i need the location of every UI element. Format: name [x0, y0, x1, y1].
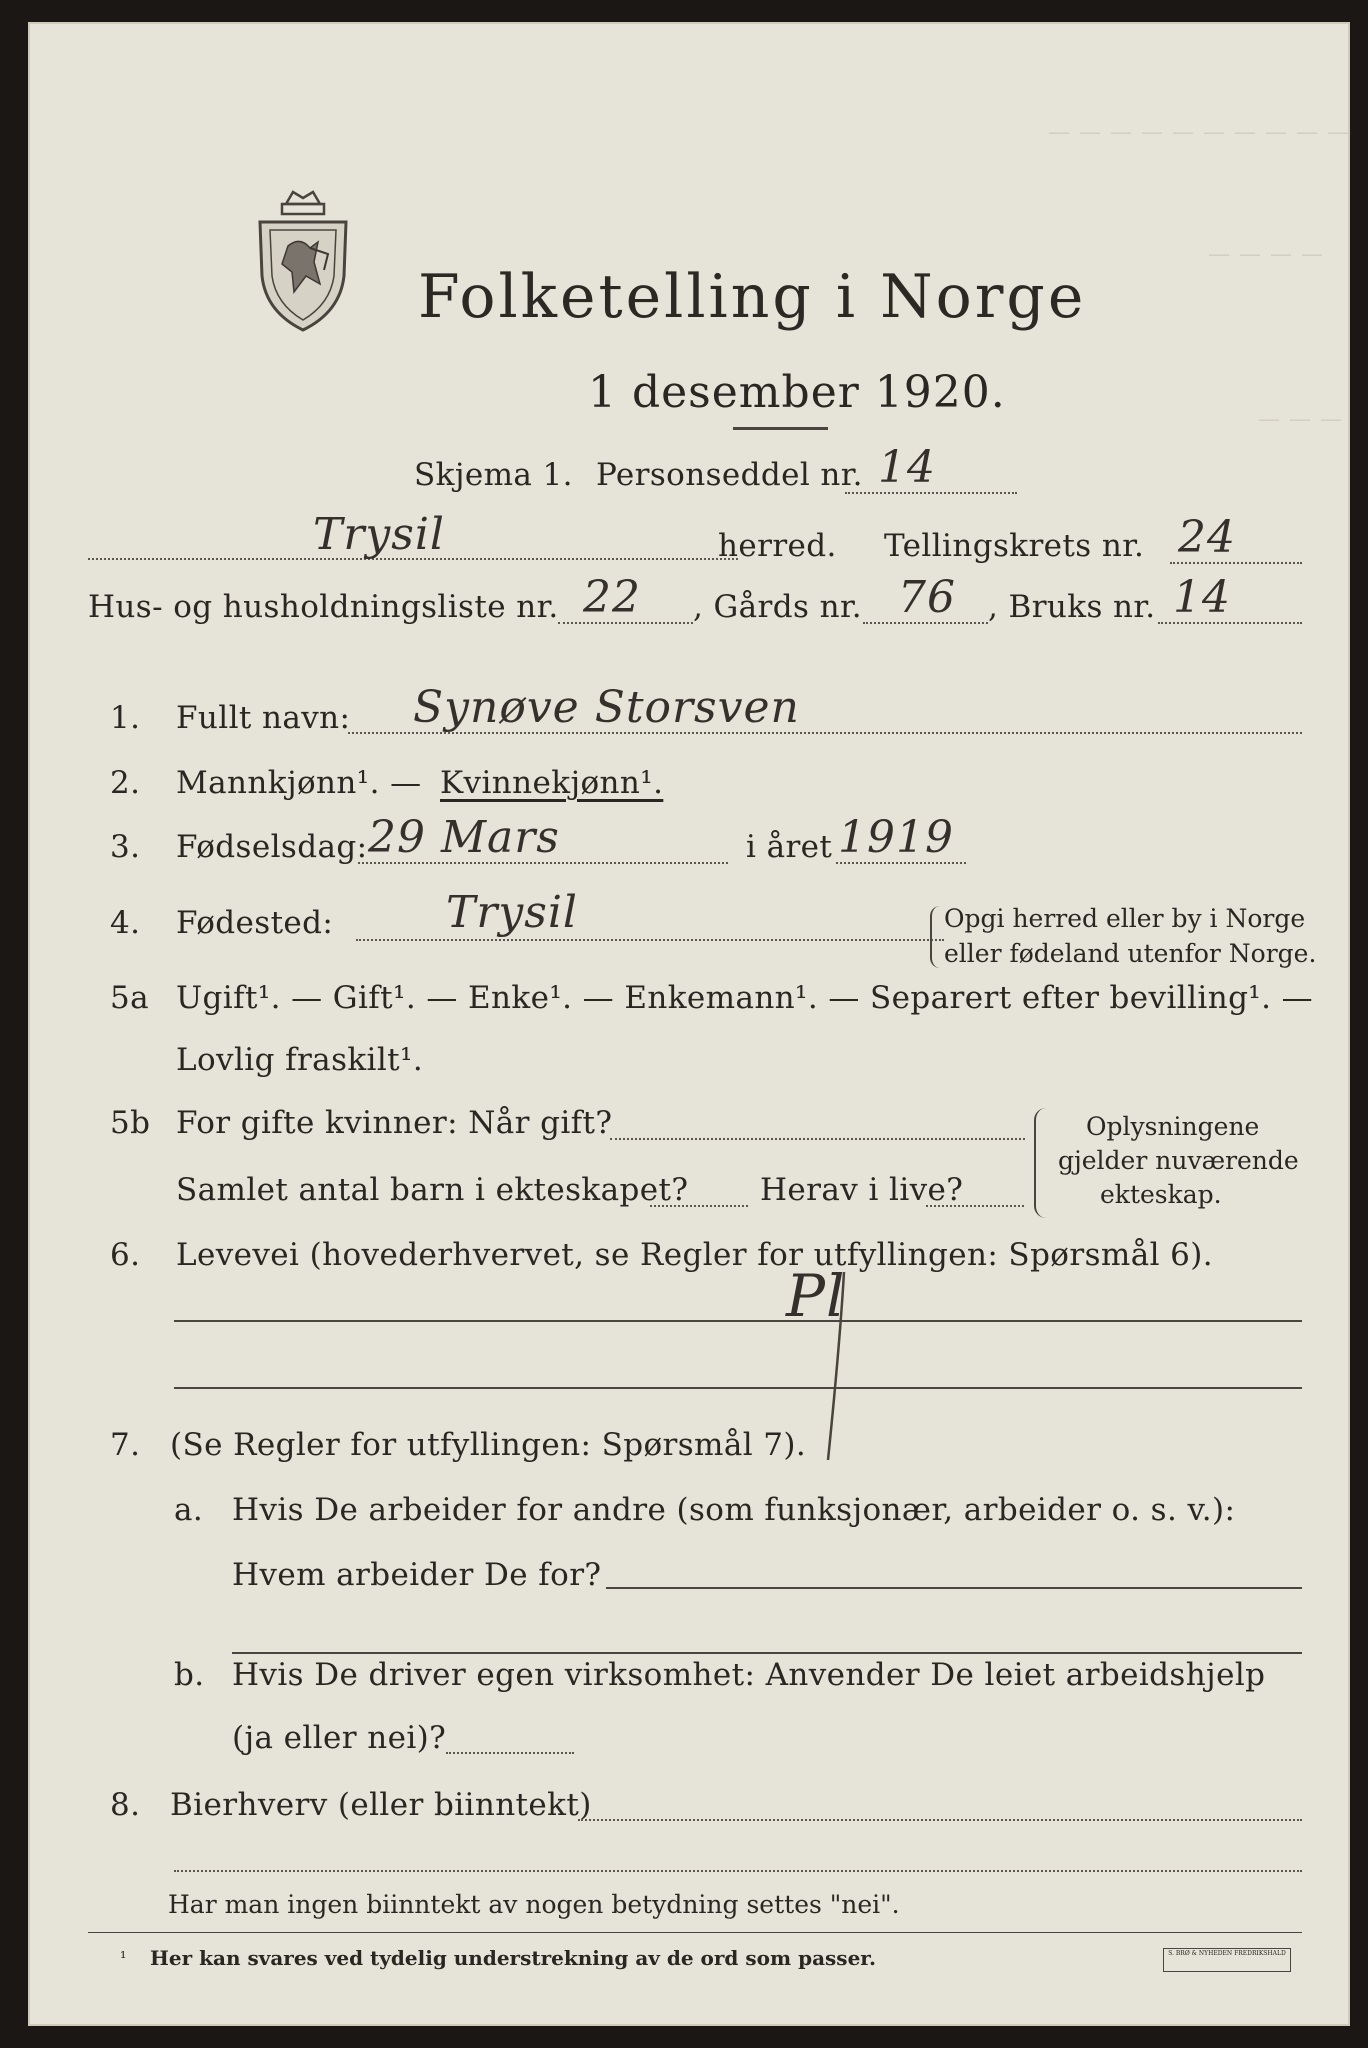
census-form-page [28, 22, 1350, 2026]
birthplace-note-brace [930, 906, 940, 968]
mannkjonn-option: Mannkjønn¹. — [176, 765, 422, 801]
birthplace-field-line [356, 939, 944, 941]
bruks-value: 14 [1173, 572, 1231, 623]
children-count-label: Samlet antal barn i ekteskapet? [176, 1172, 689, 1208]
marriage-note-brace [1034, 1108, 1046, 1218]
herred-value: Trysil [313, 509, 445, 560]
full-name-label: Fullt navn: [176, 700, 351, 736]
occupation-value: Pl [786, 1262, 846, 1330]
handwritten-mark [808, 1272, 868, 1462]
footer-divider [88, 1932, 1302, 1933]
footnote-text: Her kan svares ved tydelig understrekning av de ord som passer. [150, 1946, 876, 1970]
employer-label: Hvem arbeider De for? [232, 1557, 602, 1593]
no-income-note: Har man ingen biinntekt av nogen betydning settes "nei". [168, 1890, 900, 1919]
personseddel-value: 14 [878, 442, 936, 493]
birth-year-label: i året [746, 829, 833, 865]
birthplace-value: Trysil [446, 887, 578, 938]
form-title: Folketelling i Norge [418, 262, 1087, 332]
marriage-note-line2: gjelder nuværende [1058, 1146, 1299, 1175]
herred-label: herred. [718, 528, 837, 564]
title-divider [733, 427, 828, 430]
question-7b-number: b. [174, 1657, 205, 1693]
schema-label: Skjema 1. [414, 457, 573, 493]
bleed-through-text: — — — — — — — — — — [1048, 120, 1350, 145]
children-alive-label: Herav i live? [760, 1172, 964, 1208]
occupation-field-line-2 [174, 1387, 1302, 1389]
birthday-label: Fødselsdag: [176, 829, 368, 865]
occupation-label: Levevei (hovederhvervet, se Regler for utfyllingen: Spørsmål 6). [176, 1237, 1214, 1273]
side-income-field-line [578, 1819, 1302, 1821]
footnote-mark: ¹ [120, 1948, 127, 1967]
married-when-field-line [610, 1138, 1025, 1140]
gards-value: 76 [898, 572, 956, 623]
marital-status-options: Ugift¹. — Gift¹. — Enke¹. — Enkemann¹. — Separert efter bevilling¹. — [176, 980, 1314, 1016]
children-count-field-line [650, 1205, 748, 1207]
birthplace-note-line2: eller fødeland utenfor Norge. [944, 939, 1317, 968]
tellingskrets-label: Tellingskrets nr. [884, 528, 1145, 564]
question-number-1: 1. [110, 700, 141, 736]
own-business-question: Hvis De driver egen virksomhet: Anvender De leiet arbeidshjelp [232, 1657, 1266, 1693]
works-for-others-question: Hvis De arbeider for andre (som funksjonær, arbeider o. s. v.): [232, 1492, 1236, 1528]
gards-label: , Gårds nr. [693, 589, 863, 625]
full-name-value: Synøve Storsven [413, 682, 800, 733]
question-number-6: 6. [110, 1237, 141, 1273]
employer-field-line [606, 1587, 1302, 1589]
question-number-8: 8. [110, 1787, 141, 1823]
hired-help-label: (ja eller nei)? [232, 1720, 447, 1756]
marriage-note-line1: Oplysningene [1086, 1112, 1260, 1141]
bruks-label: , Bruks nr. [988, 589, 1156, 625]
question-number-2: 2. [110, 765, 141, 801]
form-date: 1 desember 1920. [588, 367, 1006, 418]
children-alive-field-line [926, 1205, 1024, 1207]
husholdningsliste-label: Hus- og husholdningsliste nr. [88, 589, 559, 625]
husholdningsliste-value: 22 [583, 572, 641, 623]
birthplace-label: Fødested: [176, 905, 334, 941]
birthplace-note-line1: Opgi herred eller by i Norge [944, 904, 1306, 933]
birth-year-value: 1919 [838, 812, 954, 863]
occupation-field-line-1 [174, 1320, 1302, 1322]
employment-label: (Se Regler for utfyllingen: Spørsmål 7). [170, 1427, 807, 1463]
married-when-label: For gifte kvinner: Når gift? [176, 1105, 613, 1141]
employer-field-line-2 [232, 1652, 1302, 1654]
bleed-through-text: — — — — [1208, 242, 1324, 267]
coat-of-arms-icon [248, 184, 358, 334]
marital-status-options-cont: Lovlig fraskilt¹. [176, 1042, 424, 1078]
side-income-field-line-2 [174, 1870, 1302, 1872]
question-number-3: 3. [110, 829, 141, 865]
hired-help-field-line [446, 1752, 574, 1754]
bleed-through-text: — — — [1258, 407, 1343, 432]
question-number-5b: 5b [110, 1105, 151, 1141]
question-number-4: 4. [110, 905, 141, 941]
marriage-note-line3: ekteskap. [1100, 1180, 1222, 1209]
question-7a-number: a. [174, 1492, 204, 1528]
tellingskrets-value: 24 [1178, 512, 1236, 563]
printer-stamp: S. BRØ & NYHEDEN FREDRIKSHALD [1163, 1948, 1291, 1972]
personseddel-label: Personseddel nr. [596, 457, 863, 493]
question-number-7: 7. [110, 1427, 141, 1463]
question-number-5a: 5a [110, 980, 150, 1016]
side-income-label: Bierhverv (eller biinntekt) [170, 1787, 592, 1823]
birthday-value: 29 Mars [368, 812, 560, 863]
kvinnekjonn-option-underlined: Kvinnekjønn¹. [440, 765, 664, 801]
